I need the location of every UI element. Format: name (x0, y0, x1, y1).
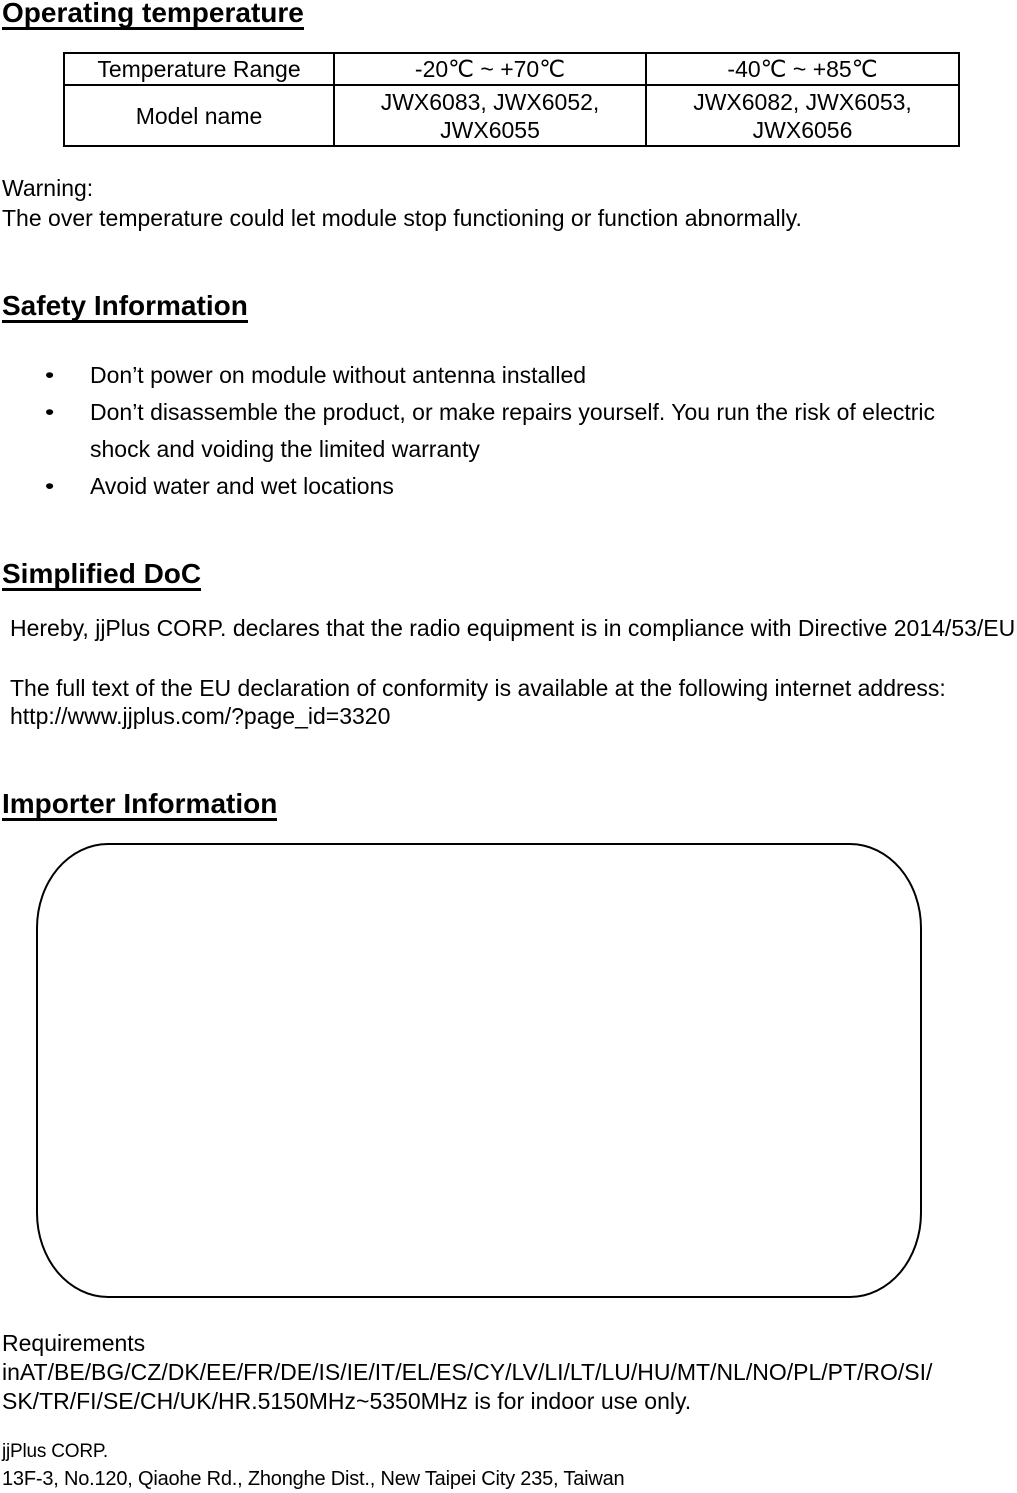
bullet-text: shock and voiding the limited warranty (90, 436, 480, 462)
list-item (0, 468, 1017, 505)
temperature-table (63, 52, 960, 147)
models-a-line1: JWX6083, JWX6052, (380, 88, 600, 115)
table-cell-models-a (334, 85, 646, 146)
section-heading-operating-temperature: Operating temperature (2, 0, 304, 28)
models-b-line1: JWX6082, JWX6053, (693, 88, 912, 115)
footer-address: 13F-3, No.120, Qiaohe Rd., Zhonghe Dist., New Taipei City 235, Taiwan (2, 1468, 625, 1490)
list-item (0, 357, 1017, 394)
warning-text: The over temperature could let module stop functioning or function abnormally. (2, 205, 802, 231)
section-heading-importer-information: Importer Information (2, 788, 278, 819)
doc-declaration: Hereby, jjPlus CORP. declares that the radio equipment is in compliance with Directive 2014/53/EU (10, 615, 1016, 641)
importer-info-box (36, 843, 922, 1298)
footer-company: jjPlus CORP. (2, 1441, 109, 1462)
section-heading-simplified-doc: Simplified DoC (2, 558, 202, 589)
requirements-line3: SK/TR/FI/SE/CH/UK/HR.5150MHz~5350MHz is for indoor use only. (2, 1388, 692, 1414)
bullet-text: Don’t disassemble the product, or make repairs yourself. You run the risk of electric (90, 399, 936, 425)
bullet-icon: • (45, 475, 55, 498)
list-item-continuation (0, 431, 1017, 468)
table-cell-temperature-range-label: Temperature Range (64, 53, 334, 85)
doc-url: http://www.jjplus.com/?page_id=3320 (10, 703, 391, 729)
bullet-icon: • (45, 364, 55, 387)
table-cell-model-name-label: Model name (64, 85, 334, 146)
table-row (64, 85, 959, 146)
models-b-line2: JWX6056 (752, 116, 853, 143)
doc-fulltext-paragraph (10, 674, 946, 730)
warning-label: Warning: (2, 175, 94, 201)
table-row (64, 53, 959, 85)
requirements-paragraph (2, 1329, 932, 1416)
requirements-line1: Requirements (2, 1330, 146, 1356)
models-a-line2: JWX6055 (440, 116, 540, 143)
table-cell-models-b (646, 85, 959, 146)
warning-paragraph (2, 173, 802, 233)
list-item (0, 394, 1017, 431)
section-heading-safety-information: Safety Information (2, 290, 248, 321)
requirements-line2: inAT/BE/BG/CZ/DK/EE/FR/DE/IS/IE/IT/EL/ES/CY/LV/LI/LT/LU/HU/MT/NL/NO/PL/PT/RO/SI/ (2, 1359, 933, 1385)
bullet-icon: • (45, 401, 55, 424)
doc-fulltext-line: The full text of the EU declaration of conformity is available at the following internet address: (10, 675, 946, 701)
table-cell-range-b: -40℃ ~ +85℃ (646, 53, 959, 85)
bullet-text: Avoid water and wet locations (90, 473, 394, 499)
safety-bullet-list (0, 357, 1017, 505)
table-cell-range-a: -20℃ ~ +70℃ (334, 53, 646, 85)
bullet-text: Don’t power on module without antenna installed (90, 362, 587, 388)
